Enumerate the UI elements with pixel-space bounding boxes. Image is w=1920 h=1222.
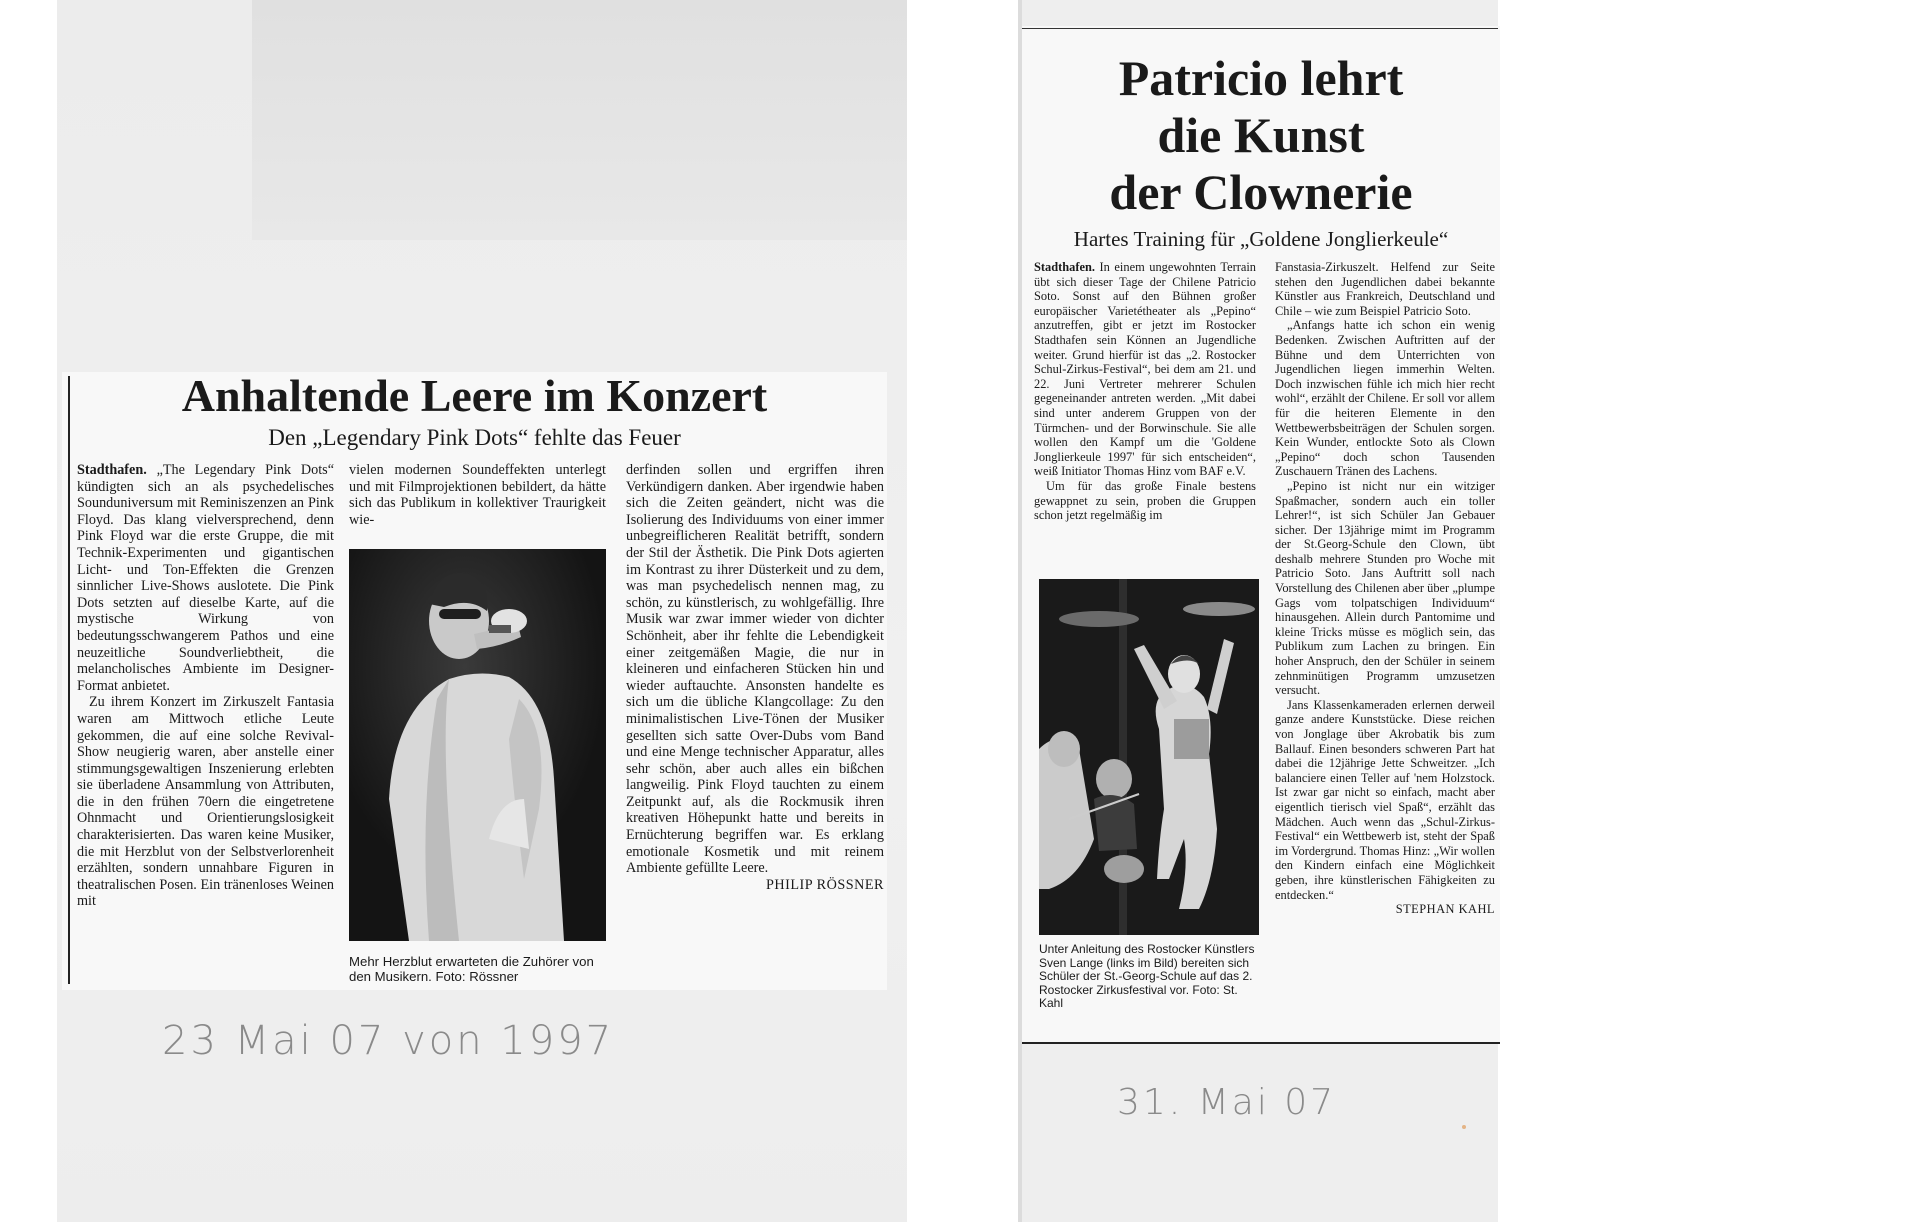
subhead: Hartes Training für „Goldene Jonglierkeule“ (1073, 227, 1449, 251)
paragraph: „Pepino ist nicht nur ein witziger Spaßmacher, sondern auch ein toller Lehrer!“, ist sich Schüler Jan Gebauer sicher. Der 13jährige mimt im Programm der St.Georg-Schule den Clown, übt deshalb mehrere Stunden pro Woche mit Patricio Soto. Jans Auftritt soll nach Vorstellung des Chilenen aber über „plumpe Gags vom tolpatschigen Individuum“ hinausgehen. Allein durch Pantomime und kleine Tricks müsse es möglich sein, das Publikum zum Lachen zu bringen. Ein hoher Anspruch, den der Schüler in seinem zehnminütigen Programm umzusetzen versucht. (1275, 478, 1495, 698)
subhead: Den „Legendary Pink Dots“ fehlte das Feuer (268, 425, 681, 450)
headline-line: der Clownerie (1109, 164, 1413, 220)
left-scan-page (57, 0, 907, 1222)
dateline: Stadthafen. (77, 462, 147, 478)
juggling-photo (1039, 579, 1259, 935)
headline: Anhaltende Leere im Konzert (181, 370, 768, 421)
clipping-top-rule (1022, 28, 1498, 29)
author-byline: STEPHAN KAHL (1395, 902, 1495, 917)
photo-caption: Unter Anleitung des Rostocker Künstlers Sven Lange (links im Bild) bereiten sich Schüler der St.-Georg-Schule auf das 2. Rostocker Zirkusfestival vor. Foto: St. Kahl (1039, 942, 1255, 1011)
headline-line: die Kunst (1157, 107, 1365, 163)
paper-stain (1462, 1125, 1466, 1129)
author-byline: PHILIP RÖSSNER (765, 876, 884, 893)
paragraph: „Anfangs hatte ich schon ein wenig Bedenken. Zwischen Auftritten auf der Bühne und dem Unterrichten von Jugendlichen liegen immerhin Welten. Doch inzwischen fühle ich mich hier recht wohl“, erzählt der Chilene. Er soll vor allem für die heiteren Elemente in den Wettbewerbsbeiträgen der Schulen sorgen. Kein Wunder, entlockte Soto als Clown „Pepino“ doch schon Tausenden Zuschauern Tränen des Lachens. (1275, 318, 1495, 479)
article-column-1 (77, 462, 334, 987)
clipping-edge-line (68, 376, 70, 984)
singer-with-microphone-image (349, 549, 606, 941)
newspaper-clipping-right (1022, 26, 1500, 1044)
right-scan-page (1018, 0, 1498, 1222)
handwritten-date-note: 23 Mai 07 von 1997 (162, 1018, 615, 1064)
headline (1022, 50, 1500, 221)
photo-caption: Mehr Herzblut erwarteten die Zuhörer von den Musikern. Foto: Rössner (349, 954, 594, 985)
bleed-through-area (252, 0, 907, 240)
paragraph: Jans Klassenkameraden erlernen derweil ganze andere Kunststücke. Diese reichen von Jonglage über Akrobatik bis zum Ballauf. Einen besonders schweren Part hat dabei die 12jährige Jette Schweitzer. „Ich balanciere einen Teller auf 'nem Holzstock. Ist zwar gar nicht so einfach, macht aber eigentlich tierisch viel Spaß“, erzählt das Mädchen. Auch wenn das „Schul-Zirkus-Festival“ ein Wettbewerb ist, steht der Spaß im Vordergrund. Thomas Hinz: „Wir wollen den Kindern einfach eine Möglichkeit geben, ihre künstlerischen Fähigkeiten zu entdecken.“ (1275, 697, 1495, 902)
paragraph: Um für das große Finale bestens gewappnet zu sein, proben die Gruppen schon jetzt regelmäßig im (1034, 478, 1256, 523)
clipping-bottom-rule (1022, 1042, 1500, 1044)
paragraph: „The Legendary Pink Dots“ kündigten sich an als psychedelisches Sounduniversum mit Reminiszenzen an Pink Floyd. Das klang vielversprechend, denn Pink Floyd war die erste Gruppe, die mit Technik-Experimenten und gigantischen Licht- und Ton-Effekten die Grenzen sinnlicher Live-Shows auslotete. Die Pink Dots setzten auf dieselbe Karte, auf die mystische Wirkung von bedeutungsschwangerem Pathos und eine neuzeitliche Soundverliebtheit, die melancholisches Ambiente im Designer-Format anbietet. (77, 462, 334, 694)
paragraph: Fanstasia-Zirkuszelt. Helfend zur Seite stehen den Jugendlichen dabei bekannte Künstler aus Frankreich, Deutschland und Chile – wie zum Beispiel Patricio Soto. (1275, 260, 1495, 318)
article-column-2-top (349, 462, 606, 532)
headline-line: Patricio lehrt (1118, 50, 1404, 106)
children-juggling-image (1039, 579, 1259, 935)
article-column-2 (1275, 260, 1495, 1048)
paragraph: vielen modernen Soundeffekten unterlegt und mit Filmprojektionen bebildert, da hätte sich das Publikum in kollektiver Traurigkeit wie- (349, 462, 606, 528)
dateline: Stadthafen. (1034, 260, 1095, 274)
article-column-1 (1034, 260, 1256, 560)
paragraph: Zu ihrem Konzert im Zirkuszelt Fantasia waren am Mittwoch etliche Leute gekommen, die auf eine solche Revival-Show neugierig waren, aber anstelle einer stimmungsgewaltigen Inszenierung erlebten sie überladene Ansammlung von Attributen, die in den frühen 70ern die eingetretene Ohnmacht und Orientierungslosigkeit charakterisierten. Das waren keine Musiker, die mit Herzblut von der Selbstverlorenheit erzählten, sondern unnahbare Figuren in theatralischen Posen. Ein tränenloses Weinen mit (77, 694, 334, 910)
paragraph: In einem ungewohnten Terrain übt sich dieser Tage der Chilene Patricio Soto. Sonst auf den Bühnen großer europäischer Varietétheater als „Pepino“ anzutreffen, gibt er jetzt im Rostocker Stadthafen sein Können an Jugendliche weiter. Grund hierfür ist das „2. Rostocker Schul-Zirkus-Festival“, bei dem am 21. und 22. Juni Vertreter mehrerer Schulen gegeneinander antreten werden. „Mit dabei sind unter anderem Gruppen von der Türmchen- und der Borwinschule. Sie alle wollen den Kampf um die 'Goldene Jonglierkeule 1997' für sich entscheiden“, weiß Initiator Thomas Hinz vom BAF e.V. (1034, 260, 1256, 479)
paragraph: derfinden sollen und ergriffen ihren Verkündigern danken. Aber irgendwie haben sich die Zeiten geändert, nicht was die Isolierung des Individuums von einer immer unbegreiflicheren Realität betrifft, sondern der Stil der Ästhetik. Die Pink Dots agierten im Kontrast zu ihrer Düsterkeit und zu dem, was man psychedelisch nennen mag, zu schön, zu künstlerisch, zu wohlgefällig. Ihre Musik war zwar immer wieder von dichter Schönheit, aber ihr fehlte die Lebendigkeit einer zeitgemäßen Magie, die nur in kleineren und einfacheren Stücken hin und wieder auftauchte. Ansonsten handelte es sich um die übliche Klangcollage: Zu den minimalistischen Live-Tönen der Musiker gesellten sich satte Over-Dubs vom Band und eine Menge technischer Apparatur, alles sehr schön, aber auch alles ein bißchen langweilig. Pink Floyd tauchten zu einem Zeitpunkt auf, als die Rockmusik ihren kreativen Höhepunkt hatte und bereits in Ernüchterung begriffen war. Es erklang emotionale Kosmetik und mit reinem Ambiente gefüllte Leere. (626, 462, 884, 877)
handwritten-date-note: 31. Mai 07 (1117, 1082, 1337, 1123)
article-column-3 (626, 462, 884, 990)
newspaper-clipping-left (62, 372, 887, 990)
concert-photo (349, 549, 606, 941)
